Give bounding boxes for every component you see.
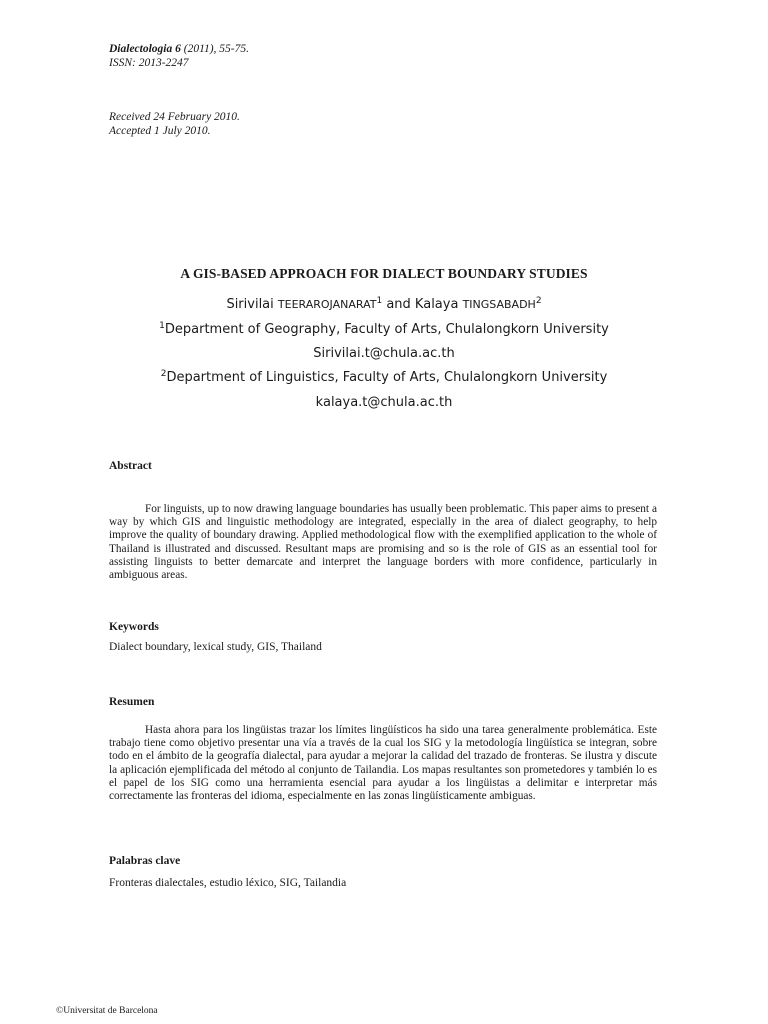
paper-title: A GIS-BASED APPROACH FOR DIALECT BOUNDARY STUDIES xyxy=(180,266,588,281)
journal-issn: ISSN: 2013-2247 xyxy=(109,57,189,69)
author-1-first: Sirivilai xyxy=(226,297,274,312)
affiliation-2-sup: 2 xyxy=(160,369,167,379)
affiliation-1-text: Department of Geography, Faculty of Arts, Chulalongkorn University xyxy=(164,322,609,337)
abstract-text xyxy=(109,503,657,582)
palabras-text: Fronteras dialectales, estudio léxico, SIG, Tailandia xyxy=(109,877,347,889)
author-and: and Kalaya xyxy=(382,297,459,312)
abstract-heading: Abstract xyxy=(109,460,152,472)
accepted-date: Accepted 1 July 2010. xyxy=(109,125,211,137)
author-line xyxy=(0,297,768,313)
affiliation-1-sup: 1 xyxy=(159,321,165,331)
author-2-sup: 2 xyxy=(535,296,542,306)
resumen-body: Hasta ahora para los lingüistas trazar los límites lingüísticos ha sido una tarea generalmente problemática. Este trabajo tiene como objetivo presentar una vía a través de la cual los SIG y la metodología lingüística se integran, sobre todo en el ámbito de la geografía dialectal, para ayudar a mejorar la calidad del trazado de fronteras. Se ilustra y discute la aplicación ejemplificada del método al conjunto de Tailandia. Los mapas resultantes son prometedores y también lo es el papel de los SIG como una herramienta esencial para ayudar a los lingüistas a delimitar e interpretar más correctamente las fronteras del idioma, especialmente en las zonas lingüísticamente ambiguas. xyxy=(109,724,657,803)
palabras-heading: Palabras clave xyxy=(109,855,181,867)
affiliation-1 xyxy=(0,322,768,338)
affiliation-2-text: Department of Linguistics, Faculty of Arts, Chulalongkorn University xyxy=(166,370,608,385)
keywords-text: Dialect boundary, lexical study, GIS, Thailand xyxy=(109,641,322,653)
author-2-last: TINGSABADH xyxy=(462,298,536,311)
received-date: Received 24 February 2010. xyxy=(109,111,240,123)
resumen-heading: Resumen xyxy=(109,696,155,708)
author-1-last: TEERAROJANARAT xyxy=(277,298,377,311)
journal-citation xyxy=(109,42,249,56)
keywords-heading: Keywords xyxy=(109,621,159,633)
author-1-sup: 1 xyxy=(376,296,383,306)
affiliation-2-email[interactable]: kalaya.t@chula.ac.th xyxy=(315,395,453,410)
journal-pages: (2011), 55-75. xyxy=(180,43,250,55)
journal-name: Dialectologia 6 xyxy=(109,43,181,55)
abstract-body: For linguists, up to now drawing language boundaries has usually been problematic. This paper aims to present a way by which GIS and linguistic methodology are integrated, especially in the area of dialect geography, to help improve the quality of boundary drawing. Applied methodological flow with the exemplified application to the whole of Thailand is illustrated and discussed. Resultant maps are promising and so is the role of GIS as an essential tool for assisting linguists to better demarcate and interpret the language borders with more confidence, particularly in ambiguous areas. xyxy=(109,503,657,582)
copyright-footer: ©Universitat de Barcelona xyxy=(56,1006,158,1016)
resumen-text xyxy=(109,724,657,803)
affiliation-1-email[interactable]: Sirivilai.t@chula.ac.th xyxy=(313,346,455,361)
affiliation-2 xyxy=(0,370,768,386)
